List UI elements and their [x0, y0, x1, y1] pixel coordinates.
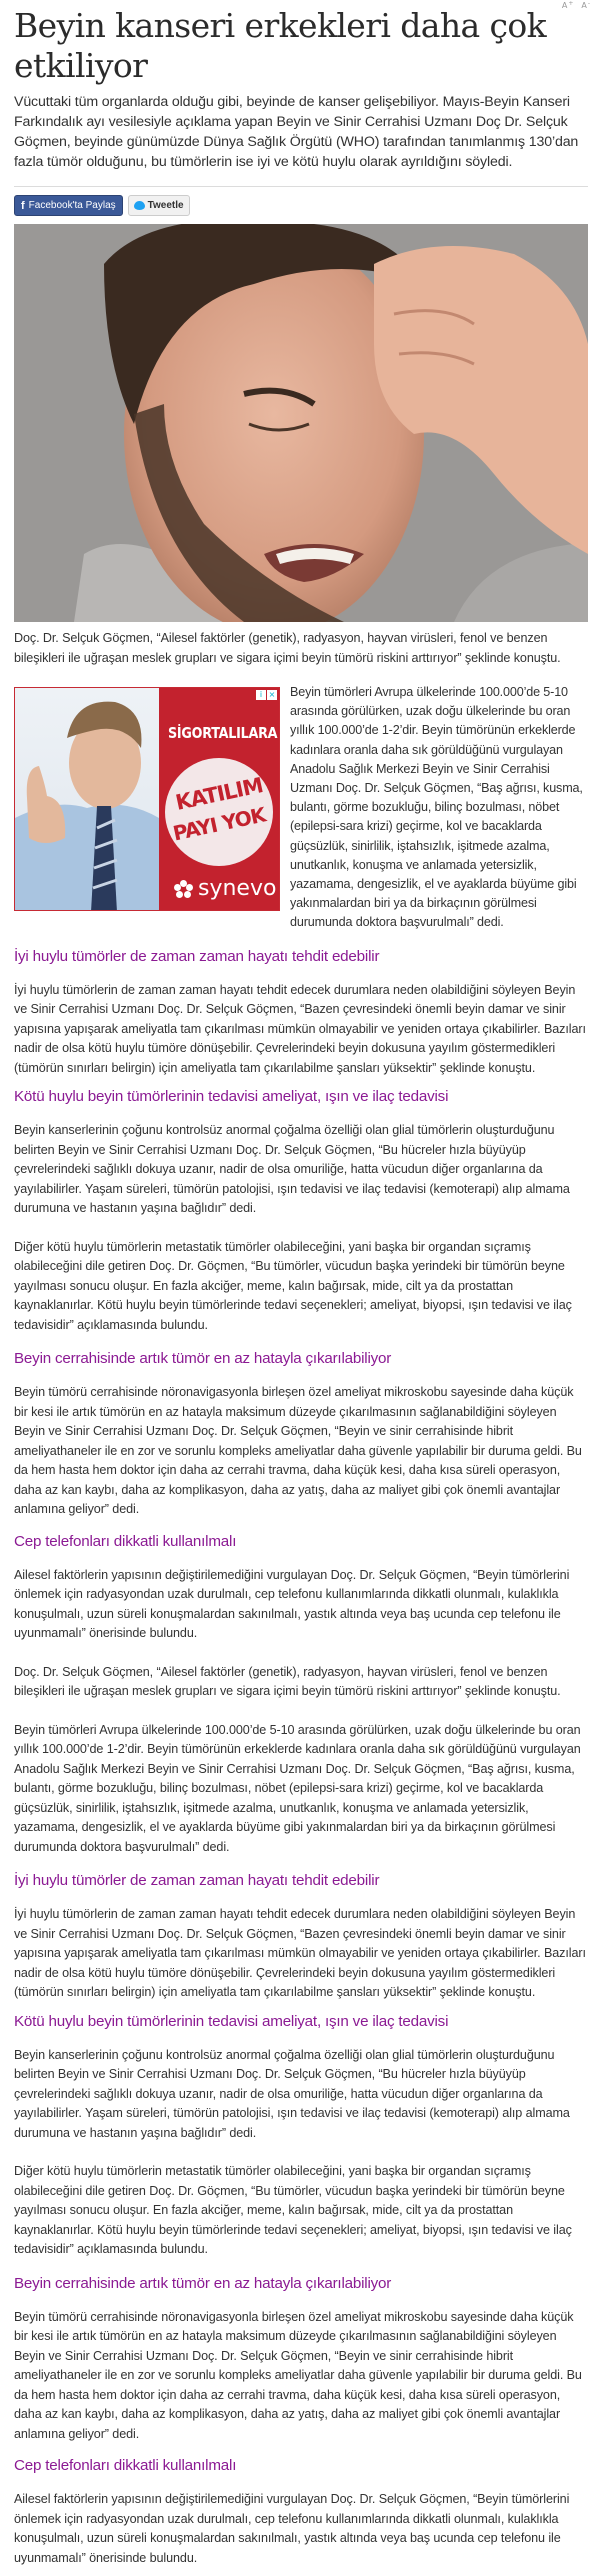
section-heading: İyi huylu tümörler de zaman zaman hayatı tehdit edebilir	[14, 1872, 380, 1890]
section-paragraph: Doç. Dr. Selçuk Göçmen, “Ailesel faktörler (genetik), radyasyon, hayvan virüsleri, fenol ve benzen bileşikleri ile uğraşan meslek grupları ve sigara içimi beyin tümörü riskini arttırıyor” şeklinde konuştu.	[14, 1664, 561, 1699]
section-paragraph: Beyin tümörleri Avrupa ülkelerinde 100.000’de 5-10 arasında görülürken, uzak doğu ülkelerinde bu oran yıllık 100.000’de 1-2’dir. Beyin tümörünün erkeklerde kadınlara oranla daha sık görüldüğünü vurgulayan Anadolu Sağlık Merkezi Beyin ve Sinir Cerrahisi Uzmanı Doç. Dr. Selçuk Göçmen, “Baş ağrısı, kusma, bulantı, görme bozukluğu, bilinç bozulması, nöbet (epilepsi-sara krizi) geçirme, kol ve bacaklarda güçsüzlük, sinirlilik, iştahsızlık, işitmede azalma, unutkanlık, konuşma ve anlamada yetersizlik, yazamama, dengesizlik, el ve ayaklarda büyüme gibi yakınmalardan biri ya da birkaçının görülmesi durumunda doktora başvurulmalı” dedi.	[14, 1722, 581, 1854]
article-hero-image	[14, 224, 588, 622]
paragraph-spacer	[14, 1369, 588, 1383]
ad-tagline: SİGORTALILARA	[168, 724, 278, 742]
headache-man-photo	[14, 224, 588, 622]
ad-block	[14, 687, 588, 933]
section-paragraph: Diğer kötü huylu tümörlerin metastatik tümörler olabileceğini, yani başka bir organdan sıçramış olabileceğini dile getiren Doç. Dr. Göçmen, “Bu tümörler, vücudun başka yerindeki bir tümörün beyne yayılması sonucu oluşur. En fazla akciğer, meme, kalın bağırsak, mide, cilt ya da prostattan kaynaklanırlar. Kötü huylu beyin tümörlerinde tedavi seçenekleri; ameliyat, biyopsi, ışın tedavisi ve ilaç tedavisidir” açıklamasında bulundu.	[14, 2164, 572, 2257]
ad-controls	[256, 690, 277, 700]
paragraph-spacer	[14, 2294, 588, 2308]
section-paragraph: Ailesel faktörlerin yapısının değiştirilemediğini vurgulayan Doç. Dr. Selçuk Göçmen, “Beyin tümörlerini önlemek için radyasyondan uzak durulmalı, cep telefonu kullanımlarında dikkatli olunmalı, kulaklıkla konuşulmalı, uzun süreli konuşmalardan sakınılmalı, yastık altında veya baş ucunda cep telefonu ile uyunmamalı” önerisinde bulundu.	[14, 2492, 570, 2565]
article-title: Beyin kanseri erkekleri daha çok etkiliyor	[14, 6, 547, 85]
font-increase-sign: +	[568, 0, 574, 7]
tweet-label: Tweetle	[147, 200, 184, 211]
ad-man-illustration	[15, 688, 159, 911]
section-spacer	[14, 1335, 588, 1349]
section-heading: Kötü huylu beyin tümörlerinin tedavisi ameliyat, ışın ve ilaç tedavisi	[14, 1088, 449, 1106]
twitter-bird-icon	[134, 201, 145, 210]
section-spacer	[14, 2003, 588, 2012]
section-paragraph: Beyin tümörü cerrahisinde nöronavigasyonla birleşen özel ameliyat mikroskobu sayesinde daha küçük bir kesi ile artık tümörün en az hatayla maksimum düzeyde çıkarılmasının sağlanabildiğini söyleyen Beyin ve Sinir Cerrahisi Uzmanı Doç. Dr. Selçuk Göçmen, “Beyin ve sinir cerrahisinde hibrit ameliyathaneler ile en zor ve sorunlu kompleks ameliyatlar daha güvenle yapılabilir bir duruma geldi. Bu da hem hasta hem doktor için daha az cerrahi travma, daha küçük kesi, daha kısa süreli operasyon, daha az kan kaybı, daha az komplikasyon, daha az yatış, daha az maliyet gibi çok önemli avantajlar anlamına geliyor” dedi.	[14, 1385, 582, 1517]
paragraph-spacer	[14, 967, 588, 981]
ad-headline-line2: PAYI YOK	[170, 802, 268, 846]
font-increase-letter: A	[561, 1, 568, 10]
paragraph-spacer	[14, 1644, 588, 1663]
facebook-icon: f	[21, 199, 25, 212]
section-heading: İyi huylu tümörler de zaman zaman hayatı tehdit edebilir	[14, 947, 380, 965]
share-bar	[14, 195, 588, 214]
section-heading: Beyin cerrahisinde artık tümör en az hatayla çıkarılabiliyor	[14, 1350, 392, 1368]
font-increase-button[interactable]	[562, 0, 574, 12]
synevo-flower-icon	[175, 880, 193, 898]
article-lead: Vücuttaki tüm organlarda olduğu gibi, beyinde de kanser gelişebiliyor. Mayıs-Beyin Kanseri Farkındalık ayı vesilesiyle açıklama yapan Beyin ve Sinir Cerrahisi Uzmanı Doç Dr. Selçuk Göçmen, beyinde günümüzde Dünya Sağlık Örgütü (WHO) tarafından tanımlanmış 130’dan fazla tümör olduğunu, bu tümörlerin ise iyi ve kötü huylu olarak ayrıldığını söyledi.	[14, 94, 579, 170]
section-spacer	[14, 2260, 588, 2274]
advertisement-banner[interactable]	[14, 687, 280, 911]
font-decrease-sign: -	[587, 0, 590, 7]
ad-brand-logo	[175, 876, 276, 902]
ad-info-icon[interactable]: i	[256, 690, 266, 700]
ad-circle-badge	[165, 758, 273, 866]
paragraph-spacer	[14, 1552, 588, 1566]
section-heading: Cep telefonları dikkatli kullanılmalı	[14, 1532, 237, 1550]
section-paragraph: Beyin kanserlerinin çoğunu kontrolsüz anormal çoğalma özelliği olan glial tümörlerin oluşturduğunu belirten Beyin ve Sinir Cerrahisi Uzmanı Doç. Dr. Selçuk Göçmen, “Bu hücreler hızla büyüyüp çevrelerindeki sağlıklı dokuya uzanır, nadir de olsa omuriliğe, hatta vücudun diğer organlarına da yayılabilirler. Yaşam süreleri, tümörün patolojisi, ışın tedavisi ve ilaç tedavisi (kemoterapi) alıp almama durumuna ve hastanın yaşına bağlıdır” dedi.	[14, 1123, 570, 1216]
paragraph-spacer	[14, 1702, 588, 1721]
divider	[14, 186, 588, 187]
paragraph-spacer	[14, 2476, 588, 2490]
section-paragraph: Ailesel faktörlerin yapısının değiştirilemediğini vurgulayan Doç. Dr. Selçuk Göçmen, “Beyin tümörlerini önlemek için radyasyondan uzak durulmalı, cep telefonu kullanımlarında dikkatli olunmalı, kulaklıkla konuşulmalı, uzun süreli konuşmalardan sakınılmalı, yastık altında veya baş ucunda cep telefonu ile uyunmamalı” önerisinde bulundu.	[14, 1567, 570, 1641]
image-caption: Doç. Dr. Selçuk Göçmen, “Ailesel faktörler (genetik), radyasyon, hayvan virüsleri, fenol ve benzen bileşikleri ile uğraşan meslek grupları ve sigara içimi beyin tümörü riskini arttırıyor” şeklinde konuştu.	[14, 631, 561, 665]
section-paragraph: İyi huylu tümörlerin de zaman zaman hayatı tehdit edecek durumlara neden olabildiğini söyleyen Beyin ve Sinir Cerrahisi Uzmanı Doç. Dr. Selçuk Göçmen, “Bazen çevresindeki önemli beyin damar ve sinir yapısına yapışarak ameliyatla tam çıkarılması mümkün olmayabilir ve yeniden ortaya çıkabilirler. Bazıları nadir de olsa kötü huylu tümöre dönüşebilir. Çevrelerindeki beyin dokusuna yayılım göstermedikleri (tümörün sınırları belirgin) için ameliyatla tam çıkarılabilme şansları yüksektir” şeklinde konuştu.	[14, 982, 586, 1075]
article	[14, 0, 588, 2568]
facebook-share-label: Facebook'ta Paylaş	[28, 200, 116, 211]
article-sections	[14, 933, 588, 2568]
paragraph-spacer	[14, 2032, 588, 2046]
paragraph-spacer	[14, 1219, 588, 1238]
ad-brand-name: synevo	[198, 876, 277, 901]
ad-close-icon[interactable]: ×	[268, 690, 276, 699]
ad-side-paragraph: Beyin tümörleri Avrupa ülkelerinde 100.000’de 5-10 arasında görülürken, uzak doğu ülkelerinde bu oran yıllık 100.000’de 1-2’dir. Beyin tümörünün erkeklerde kadınlara oranla daha sık görüldüğünü vurgulayan Anadolu Sağlık Merkezi Beyin ve Sinir Cerrahisi Uzmanı Doç. Dr. Selçuk Göçmen, “Baş ağrısı, kusma, bulantı, görme bozukluğu, bilinç bozulması, nöbet (epilepsi-sara krizi) geçirme, kol ve bacaklarda güçsüzlük, sinirlilik, iştahsızlık, işitmede azalma, unutkanlık, konuşma ve anlamada yetersizlik, yazamama, dengesizlik, el ve ayaklarda büyüme gibi yakınmalardan biri ya da birkaçının görülmesi durumunda doktora başvurulmalı” dedi.	[290, 685, 583, 930]
tweet-button[interactable]	[128, 195, 190, 216]
section-paragraph: Beyin tümörü cerrahisinde nöronavigasyonla birleşen özel ameliyat mikroskobu sayesinde daha küçük bir kesi ile artık tümörün en az hatayla maksimum düzeyde çıkarılmasının sağlanabildiğini söyleyen Beyin ve Sinir Cerrahisi Uzmanı Doç. Dr. Selçuk Göçmen, “Beyin ve sinir cerrahisinde hibrit ameliyathaneler ile en zor ve sorunlu kompleks ameliyatlar daha güvenle yapılabilir bir duruma geldi. Bu da hem hasta hem doktor için daha az cerrahi travma, daha küçük kesi, daha kısa süreli operasyon, daha az kan kaybı, daha az komplikasyon, daha az yatış, daha az maliyet gibi çok önemli avantajlar anlamına geliyor” dedi.	[14, 2309, 582, 2441]
section-spacer	[14, 1520, 588, 1532]
section-heading: Kötü huylu beyin tümörlerinin tedavisi ameliyat, ışın ve ilaç tedavisi	[14, 2012, 449, 2030]
font-decrease-button[interactable]	[581, 0, 590, 12]
paragraph-spacer	[14, 1107, 588, 1121]
section-paragraph: Beyin kanserlerinin çoğunu kontrolsüz anormal çoğalma özelliği olan glial tümörlerin oluşturduğunu belirten Beyin ve Sinir Cerrahisi Uzmanı Doç. Dr. Selçuk Göçmen, “Bu hücreler hızla büyüyüp çevrelerindeki sağlıklı dokuya uzanır, nadir de olsa omuriliğe, hatta vücudun diğer organlarına da yayılabilirler. Yaşam süreleri, tümörün patolojisi, ışın tedavisi ve ilaç tedavisi (kemoterapi) alıp almama durumuna ve hastanın yaşına bağlıdır” dedi.	[14, 2047, 570, 2140]
section-spacer	[14, 2444, 588, 2456]
paragraph-spacer	[14, 2143, 588, 2162]
section-spacer	[14, 1078, 588, 1087]
ad-headline-line1: KATILIM	[173, 773, 265, 815]
section-heading: Cep telefonları dikkatli kullanılmalı	[14, 2457, 237, 2475]
section-heading: Beyin cerrahisinde artık tümör en az hatayla çıkarılabiliyor	[14, 2274, 392, 2292]
facebook-share-button[interactable]	[14, 195, 123, 216]
ad-photo-thumbs-up-man	[15, 688, 159, 911]
paragraph-spacer	[14, 1891, 588, 1905]
section-paragraph: Diğer kötü huylu tümörlerin metastatik tümörler olabileceğini, yani başka bir organdan sıçramış olabileceğini dile getiren Doç. Dr. Göçmen, “Bu tümörler, vücudun başka yerindeki bir tümörün beyne yayılması sonucu oluşur. En fazla akciğer, meme, kalın bağırsak, mide, cilt ya da prostattan kaynaklanırlar. Kötü huylu beyin tümörlerinde tedavi seçenekleri; ameliyat, biyopsi, ışın tedavisi ve ilaç tedavisidir” açıklamasında bulundu.	[14, 1239, 572, 1332]
section-spacer	[14, 933, 588, 947]
section-spacer	[14, 1857, 588, 1871]
font-decrease-letter: A	[581, 1, 587, 10]
section-paragraph: İyi huylu tümörlerin de zaman zaman hayatı tehdit edecek durumlara neden olabildiğini söyleyen Beyin ve Sinir Cerrahisi Uzmanı Doç. Dr. Selçuk Göçmen, “Bazen çevresindeki önemli beyin damar ve sinir yapısına yapışarak ameliyatla tam çıkarılması mümkün olmayabilir ve yeniden ortaya çıkabilirler. Bazıları nadir de olsa kötü huylu tümöre dönüşebilir. Çevrelerindeki beyin dokusuna yayılım göstermedikleri (tümörün sınırları belirgin) için ameliyatla tam çıkarılabilme şansları yüksektir” şeklinde konuştu.	[14, 1907, 586, 2000]
